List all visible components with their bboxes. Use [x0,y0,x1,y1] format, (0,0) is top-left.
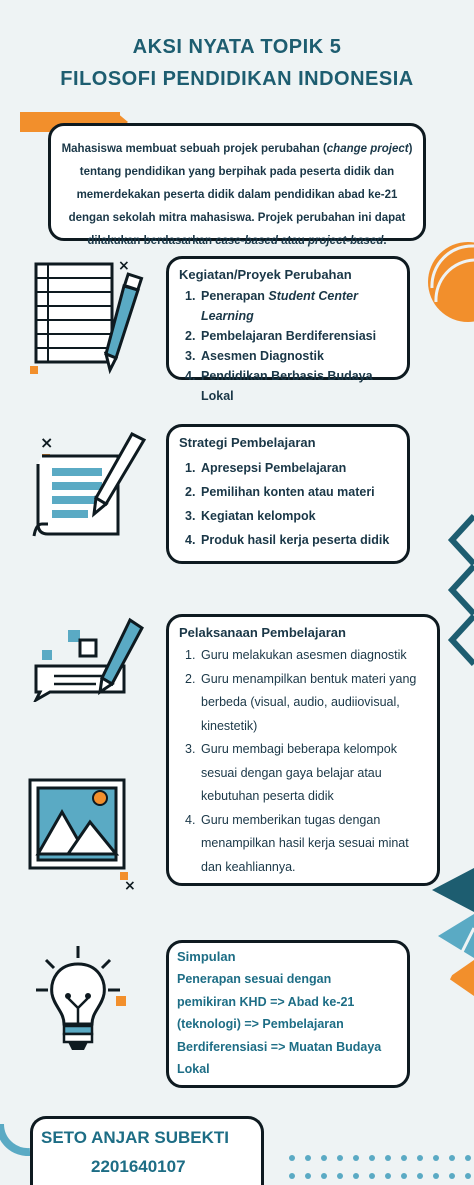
list-text: Produk hasil kerja peserta didik [201,533,390,547]
intro-text: atau [277,235,308,247]
simpulan-title: Simpulan [177,949,236,964]
intro-text: tentang pendidikan yang berpihak pada peserta didik dan [79,166,395,178]
list-italic: Student Center Learning [201,289,358,323]
intro-italic: case-based [215,235,278,247]
intro-text: . [383,235,387,247]
pelaksanaan-box [166,614,440,886]
list-number: 2. [185,485,196,499]
page-title-line1: AKSI NYATA TOPIK 5 [132,36,342,58]
simpulan-text: (teknologi) => Pembelajaran [177,1017,344,1031]
author-box [30,1116,264,1185]
intro-text: Mahasiswa membuat sebuah projek perubahan ( [61,143,327,155]
triangle-decoration [424,868,474,998]
intro-text: dengan sekolah mitra mahasiswa. Projek perubahan ini dapat [68,212,406,224]
list-number: 2. [185,329,196,343]
simpulan-text: Lokal [177,1062,210,1076]
list-item [179,528,397,552]
intro-text: ) [408,143,413,155]
chat-bubble-icon [28,616,158,702]
list-text: Kegiatan kelompok [201,509,316,523]
svg-text:×: × [40,433,54,452]
list-number: 4. [185,533,196,547]
list-text: Guru membagi beberapa kelompok [201,742,397,756]
list-text: Guru melakukan asesmen diagnostik [201,648,407,662]
list-text: berbeda (visual, audio, audiiovisual, [201,695,400,709]
list-text: Pembelajaran Berdiferensiasi [201,329,377,343]
document-icon [28,424,158,550]
simpulan-text: Berdiferensiasi => Muatan Budaya [177,1039,382,1054]
list-text: kinestetik) [201,718,258,733]
list-item [179,738,427,809]
list-item [179,326,397,346]
list-text: Penerapan [201,289,269,303]
light-bulb-icon [34,940,158,1064]
list-item [179,809,427,880]
list-number: 4. [185,812,196,827]
list-item [179,366,397,406]
list-text: Guru menampilkan bentuk materi yang [201,671,417,686]
intro-box [48,123,426,247]
intro-text: dilakukan berdasarkan [87,235,216,247]
kegiatan-title: Kegiatan/Proyek Perubahan [179,267,352,282]
zigzag-decoration [446,510,474,670]
list-item [179,480,397,504]
list-number: 3. [185,742,196,756]
list-text: kebutuhan peserta didik [201,789,334,803]
list-number: 3. [185,349,196,363]
list-number: 3. [185,509,196,523]
list-item [179,504,397,528]
page-title-line2: FILOSOFI PENDIDIKAN INDONESIA [60,68,414,90]
list-item [179,456,397,480]
author-name: SETO ANJAR SUBEKTI [41,1128,229,1147]
list-number: 4. [185,369,196,383]
intro-text: memerdekakan peserta didik dalam pendidikan abad ke-21 [76,189,398,201]
list-item [179,668,427,739]
orange-circle-decoration [406,240,474,324]
intro-italic: change project [326,143,409,155]
list-number: 1. [185,289,196,303]
author-id: 2201640107 [91,1157,186,1176]
list-item [179,644,427,668]
strategi-box [166,424,410,564]
notebook-icon [26,254,156,382]
simpulan-text: Penerapan sesuai dengan [177,972,332,986]
svg-text:×: × [118,258,130,274]
list-text: Apresepsi Pembelajaran [201,461,347,475]
list-item [179,286,397,326]
list-number: 1. [185,648,196,662]
pelaksanaan-title: Pelaksanaan Pembelajaran [179,625,346,640]
list-text: dan keahliannya. [201,859,296,874]
strategi-title: Strategi Pembelajaran [179,435,316,450]
dot-pattern-decoration [284,1150,474,1184]
list-text: Asesmen Diagnostik [201,349,324,363]
svg-text:×: × [124,878,136,894]
list-text: Pendidikan Berbasis Budaya Lokal [201,369,373,403]
list-number: 1. [185,461,196,475]
simpulan-box [166,940,410,1088]
list-text: menampilkan hasil kerja sesuai minat [201,836,409,850]
landscape-picture-icon [24,774,148,894]
simpulan-text: pemikiran KHD => Abad ke-21 [177,994,355,1009]
intro-italic: project-based [307,235,384,247]
list-text: Pemilihan konten atau materi [201,485,375,499]
list-text: Guru memberikan tugas dengan [201,812,381,827]
kegiatan-box [166,256,410,403]
list-text: sesuai dengan gaya belajar atau [201,765,382,780]
list-item [179,346,397,366]
list-number: 2. [185,671,196,686]
